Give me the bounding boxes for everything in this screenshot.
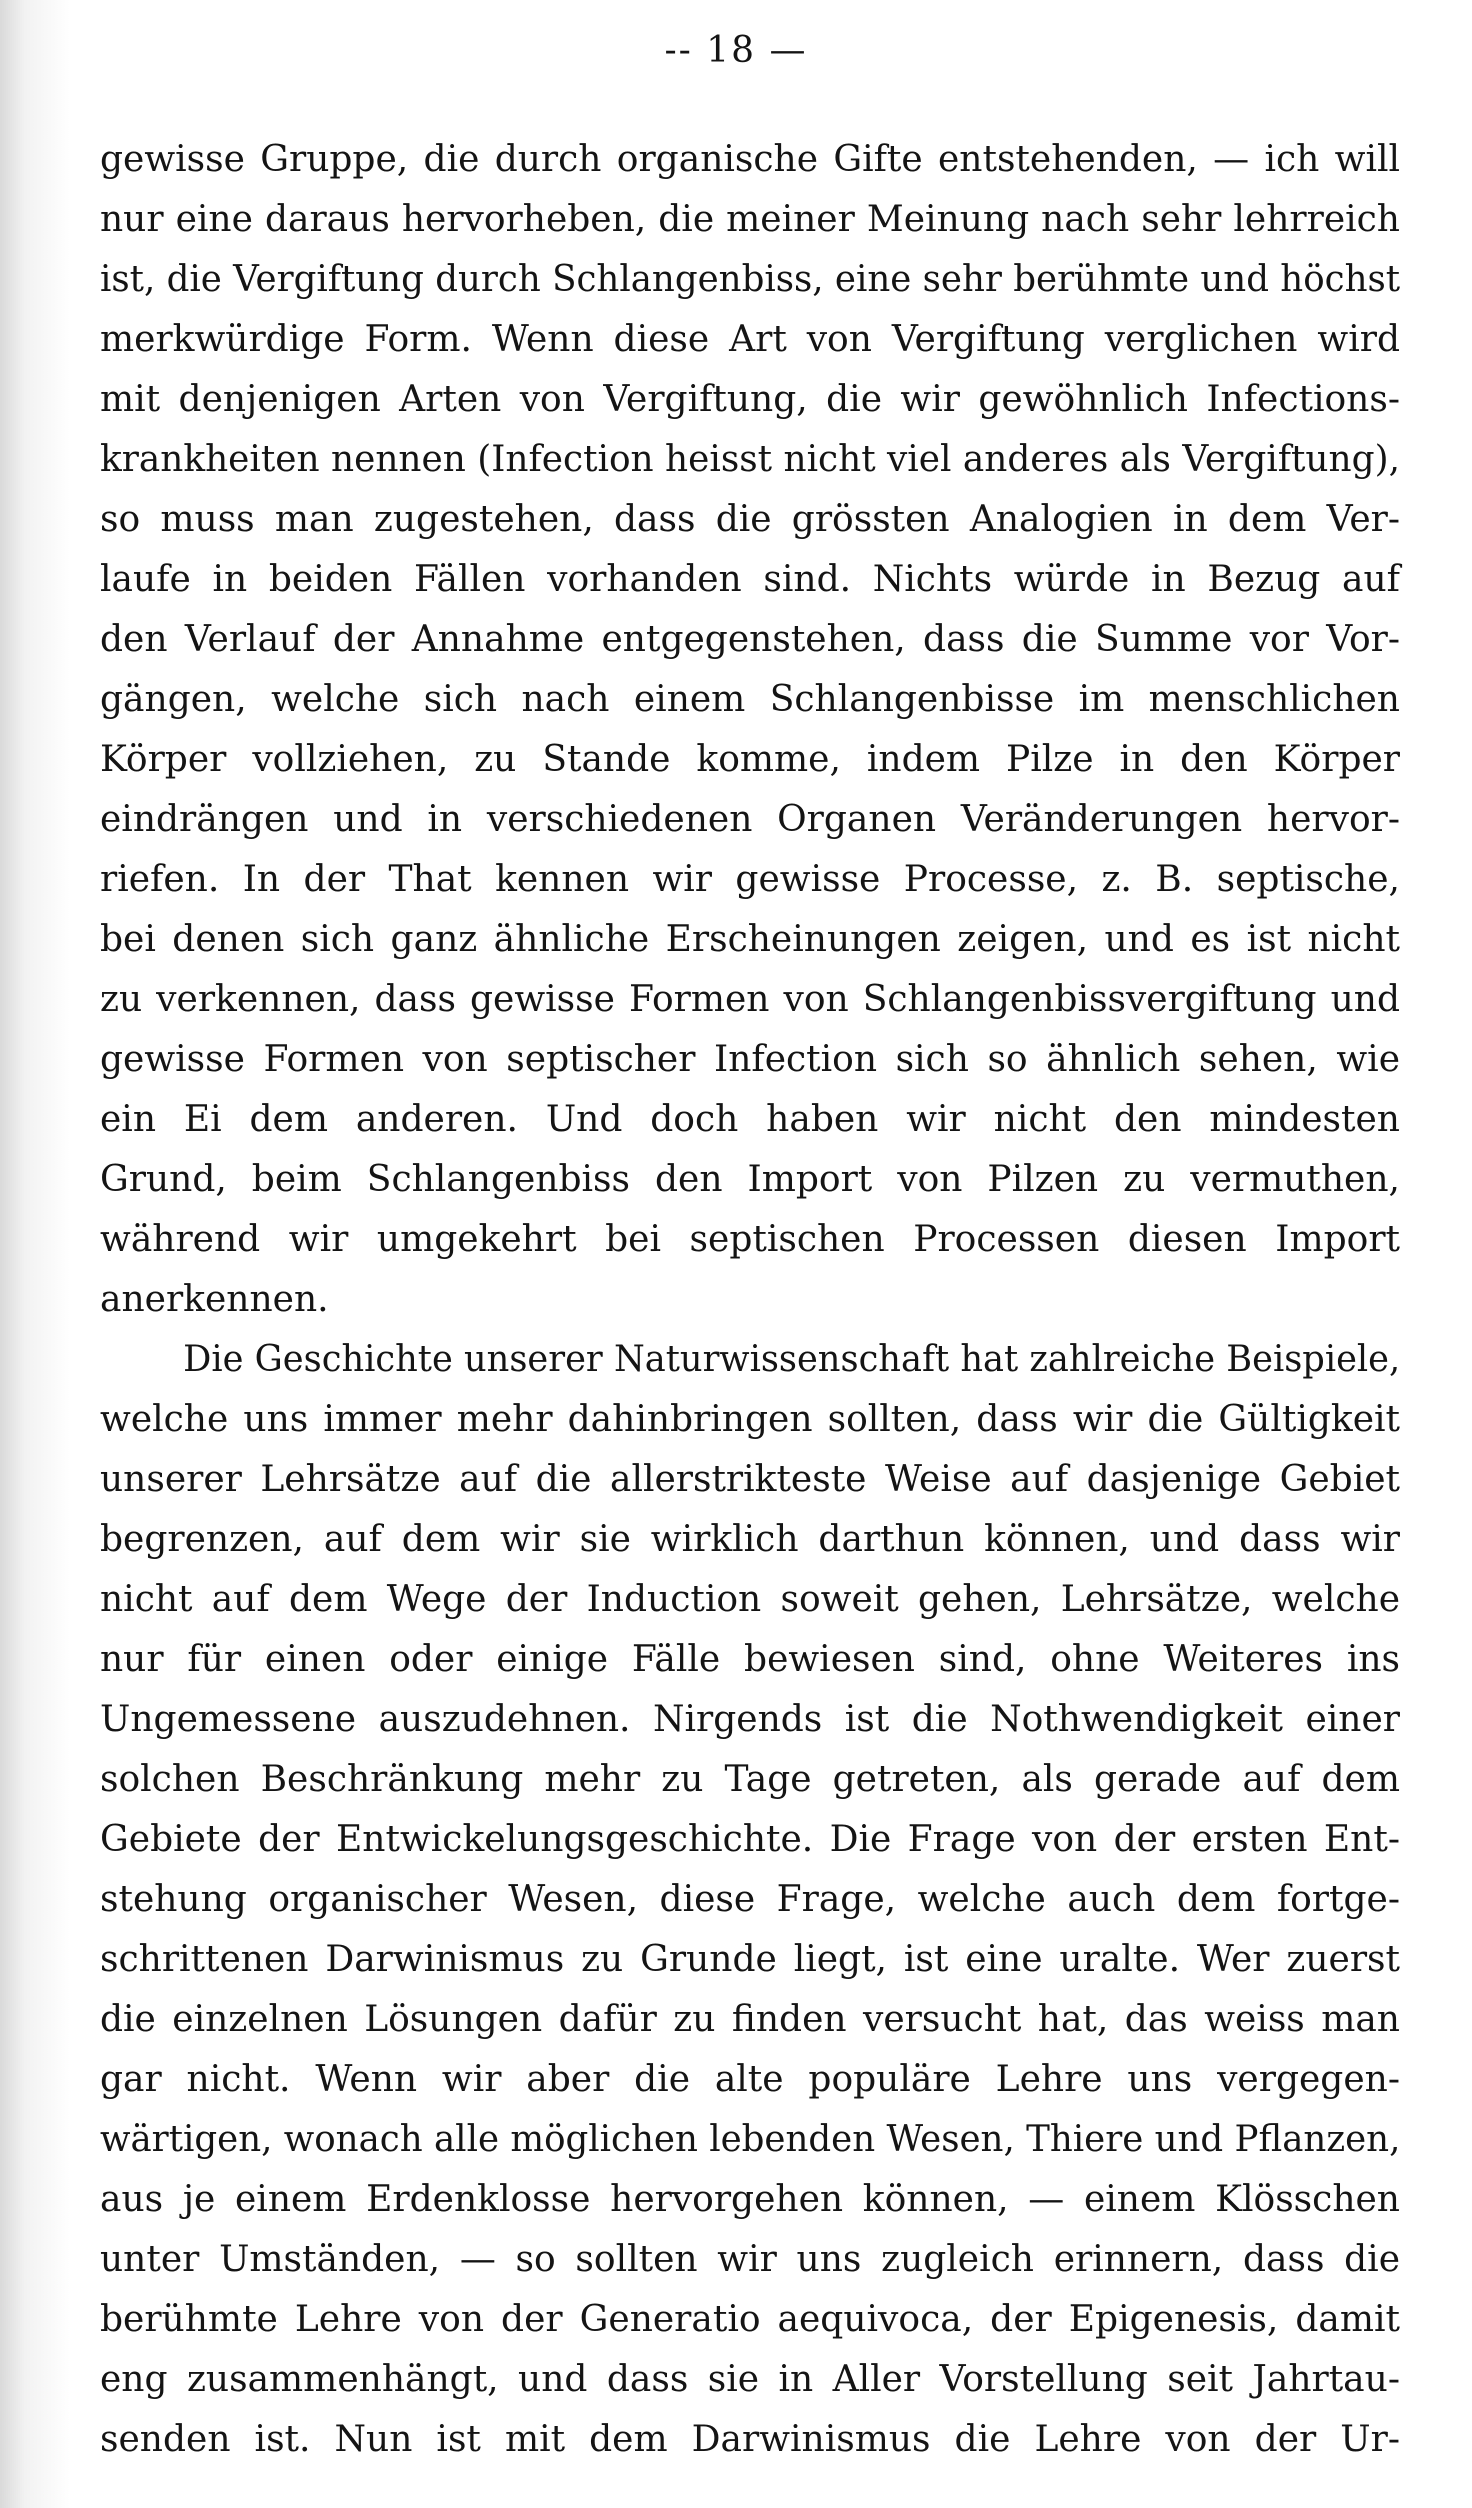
- text-line: schrittenen Darwinismus zu Grunde liegt, ist eine uralte. Wer zuerst: [100, 1939, 1400, 1980]
- text-line: unter Umständen, — so sollten wir uns zugleich erinnern, dass die: [100, 2239, 1400, 2280]
- text-line: nur für einen oder einige Fälle bewiesen sind, ohne Weiteres ins: [100, 1639, 1400, 1680]
- text-line: stehung organischer Wesen, diese Frage, welche auch dem fortge-: [100, 1879, 1400, 1920]
- text-line: merkwürdige Form. Wenn diese Art von Vergiftung verglichen wird: [100, 319, 1400, 360]
- text-line: begrenzen, auf dem wir sie wirklich darthun können, und dass wir: [100, 1519, 1400, 1560]
- text-line: krankheiten nennen (Infection heisst nicht viel anderes als Vergiftung),: [100, 439, 1400, 480]
- text-line: gewisse Formen von septischer Infection sich so ähnlich sehen, wie: [100, 1039, 1400, 1080]
- text-line: so muss man zugestehen, dass die grössten Analogien in dem Ver-: [100, 499, 1400, 540]
- text-line: laufe in beiden Fällen vorhanden sind. Nichts würde in Bezug auf: [100, 559, 1400, 600]
- text-line: solchen Beschränkung mehr zu Tage getreten, als gerade auf dem: [100, 1759, 1400, 1800]
- text-line: ist, die Vergiftung durch Schlangenbiss, eine sehr berühmte und höchst: [100, 259, 1401, 300]
- paragraph-2: [100, 1330, 1400, 2470]
- text-line: welche uns immer mehr dahinbringen sollten, dass wir die Gültigkeit: [100, 1399, 1400, 1440]
- text-line: Körper vollziehen, zu Stande komme, indem Pilze in den Körper: [100, 739, 1400, 780]
- text-line: Grund, beim Schlangenbiss den Import von Pilzen zu vermuthen,: [100, 1159, 1400, 1200]
- text-line: riefen. In der That kennen wir gewisse Processe, z. B. septische,: [100, 859, 1400, 900]
- text-line: zu verkennen, dass gewisse Formen von Schlangenbissvergiftung und: [100, 979, 1400, 1020]
- text-line: eng zusammenhängt, und dass sie in Aller Vorstellung seit Jahrtau-: [100, 2359, 1400, 2400]
- text-line: die einzelnen Lösungen dafür zu finden versucht hat, das weiss man: [100, 1999, 1400, 2040]
- paragraph-1: [100, 130, 1400, 1330]
- text-line: gar nicht. Wenn wir aber die alte populäre Lehre uns vergegen-: [100, 2059, 1400, 2100]
- text-line: nicht auf dem Wege der Induction soweit gehen, Lehrsätze, welche: [100, 1579, 1400, 1620]
- text-line: gängen, welche sich nach einem Schlangenbisse im menschlichen: [100, 679, 1400, 720]
- body-text: [100, 130, 1400, 2470]
- text-line: Ungemessene auszudehnen. Nirgends ist die Nothwendigkeit einer: [100, 1699, 1400, 1740]
- text-line: Die Geschichte unserer Naturwissenschaft hat zahlreiche Beispiele,: [183, 1339, 1401, 1380]
- text-line: gewisse Gruppe, die durch organische Gifte entstehenden, — ich will: [100, 139, 1400, 180]
- text-line: anerkennen.: [100, 1279, 329, 1320]
- text-line: mit denjenigen Arten von Vergiftung, die wir gewöhnlich Infections-: [100, 379, 1400, 420]
- text-line: unserer Lehrsätze auf die allerstrikteste Weise auf dasjenige Gebiet: [100, 1459, 1400, 1500]
- text-line: berühmte Lehre von der Generatio aequivoca, der Epigenesis, damit: [100, 2299, 1400, 2340]
- text-line: während wir umgekehrt bei septischen Processen diesen Import: [100, 1219, 1400, 1260]
- text-line: senden ist. Nun ist mit dem Darwinismus die Lehre von der Ur-: [100, 2419, 1400, 2460]
- page-number: -- 18 —: [664, 30, 808, 71]
- text-line: ein Ei dem anderen. Und doch haben wir nicht den mindesten: [100, 1099, 1400, 1140]
- text-line: Gebiete der Entwickelungsgeschichte. Die Frage von der ersten Ent-: [100, 1819, 1400, 1860]
- text-line: bei denen sich ganz ähnliche Erscheinungen zeigen, und es ist nicht: [100, 919, 1400, 960]
- text-line: nur eine daraus hervorheben, die meiner Meinung nach sehr lehrreich: [100, 199, 1400, 240]
- text-line: wärtigen, wonach alle möglichen lebenden Wesen, Thiere und Pflanzen,: [100, 2119, 1401, 2160]
- text-line: aus je einem Erdenklosse hervorgehen können, — einem Klösschen: [100, 2179, 1400, 2220]
- text-line: eindrängen und in verschiedenen Organen Veränderungen hervor-: [100, 799, 1400, 840]
- text-line: den Verlauf der Annahme entgegenstehen, dass die Summe vor Vor-: [100, 619, 1400, 660]
